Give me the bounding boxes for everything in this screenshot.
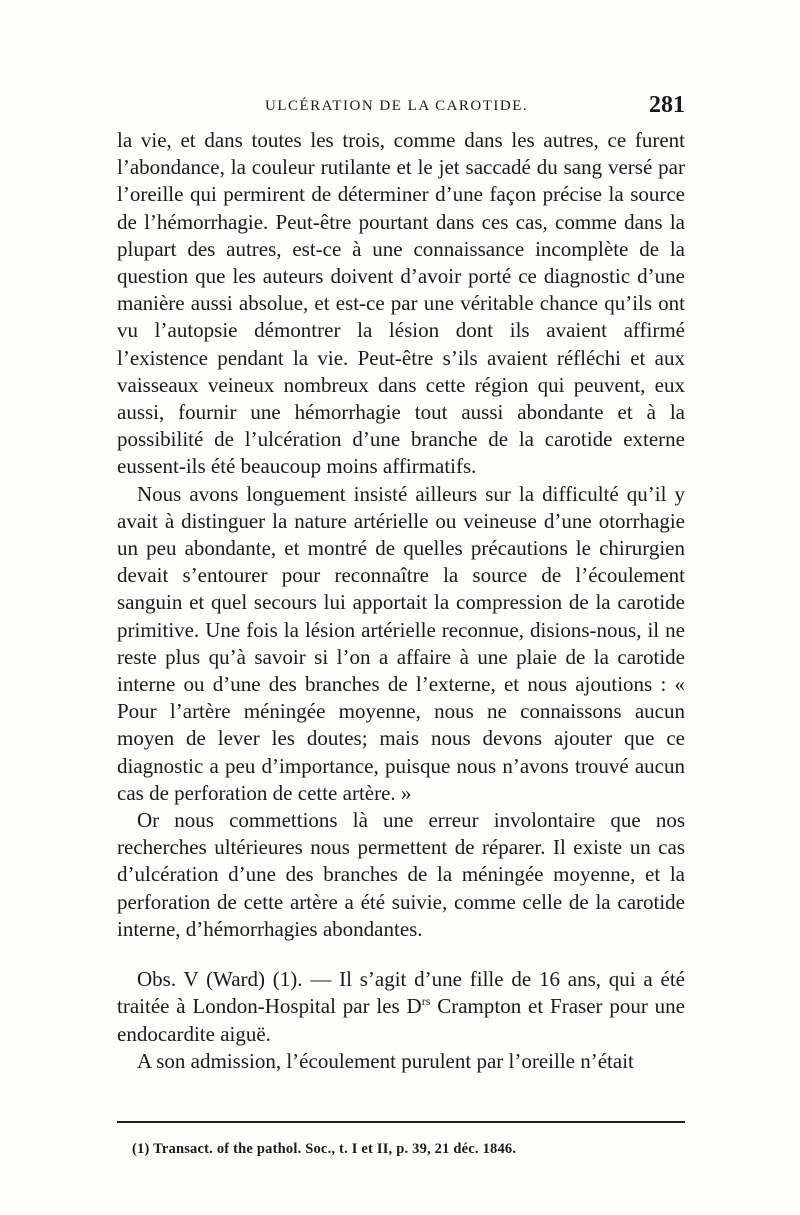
page-header	[117, 90, 685, 124]
page-number: 281	[649, 92, 685, 118]
observation-paragraph	[117, 966, 685, 1048]
paragraph-admission: A son admission, l’écoulement purulent par l’oreille n’était	[137, 1048, 634, 1073]
observation-label: Obs. V (Ward) (1). —	[137, 967, 332, 992]
paragraph-otorrhagie: Nous avons longuement insisté ailleurs sur la difficulté qu’il y avait à distinguer la nature artérielle ou veineuse d’une otorrhagie un peu abondante, et montré de quelles précautions le chirurgien devait s’entourer pour reconnaître la source de l’écoulement sanguin et quel secours lui apportait la compression de la carotide primitive. Une fois la lésion artérielle reconnue, disions-nous, il ne reste plus qu’à savoir si l’on a affaire à une plaie de la carotide interne ou d’une des branches de l’externe, et nous ajoutions : « Pour l’artère méningée moyenne, nous ne connaissons aucun moyen de lever les doutes; mais nous devons ajouter que ce diagnostic a peu d’importance, puisque nous n’avons trouvé aucun cas de perforation de cette artère. »	[117, 481, 685, 805]
observation-text-end: Crampton et Fraser pour une endocardite aiguë.	[117, 994, 685, 1046]
footnote: (1) Transact. of the pathol. Soc., t. I et II, p. 39, 21 déc. 1846.	[132, 1141, 517, 1157]
body-text	[117, 127, 685, 1075]
paragraph-continuation: la vie, et dans toutes les trois, comme dans les autres, ce furent l’abondance, la couleur rutilante et le jet saccadé du sang versé par l’oreille qui permirent de déterminer d’une façon précise la source de l’hémorrhagie. Peut-être pourtant dans ces cas, comme dans la plupart des autres, est-ce à une connaissance incomplète de la question que les auteurs doivent d’avoir porté ce diagnostic d’une manière aussi absolue, et est-ce par une véritable chance qu’ils ont vu l’autopsie démontrer la lésion dont ils avaient affirmé l’existence pendant la vie. Peut-être s’ils avaient réfléchi et aux vaisseaux veineux nombreux dans cette région qui peuvent, eux aussi, fournir une hémorrhagie tout aussi abondante et à la possibilité de l’ulcération d’une branche de la carotide externe eussent-ils été beaucoup moins affirmatifs.	[117, 128, 685, 479]
observation-text: Il s’agit d’une fille de 16 ans, qui a été traitée à London-Hospital par les D	[117, 967, 686, 1019]
running-title: ULCÉRATION DE LA CAROTIDE.	[265, 98, 529, 114]
doctor-superscript: rs	[421, 994, 431, 1009]
footnote-divider	[117, 1121, 685, 1123]
paragraph-erreur: Or nous commettions là une erreur involontaire que nos recherches ultérieures nous permettent de réparer. Il existe un cas d’ulcération d’une des branches de la méningée moyenne, et la perforation de cette artère a été suivie, comme celle de la carotide interne, d’hémorrhagies abondantes.	[117, 808, 685, 941]
